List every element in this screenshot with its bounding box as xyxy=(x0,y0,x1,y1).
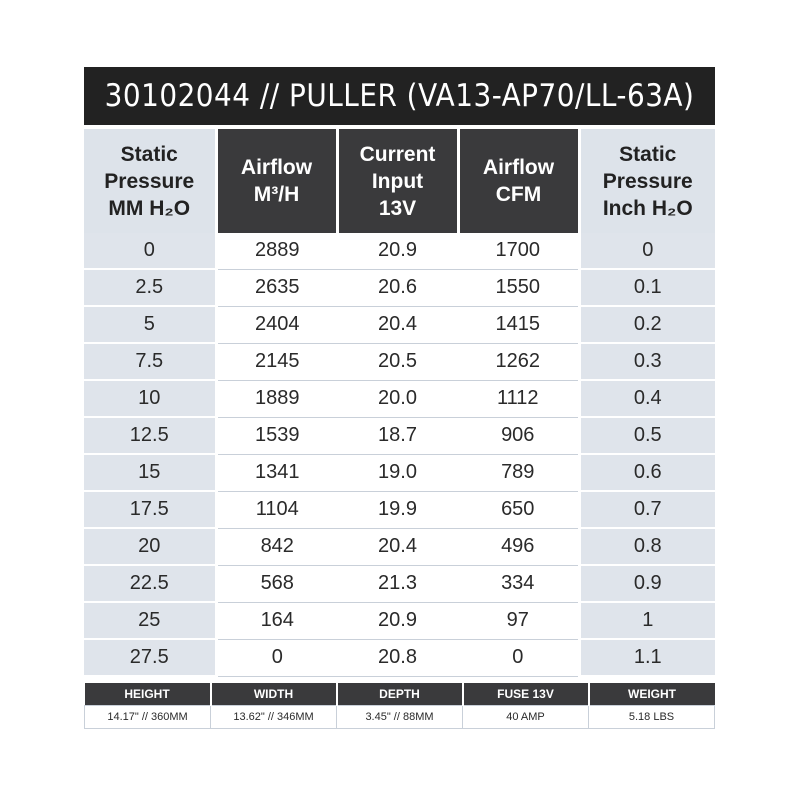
cell-airflow-m3h: 1341 xyxy=(216,454,337,491)
cell-airflow-cfm: 1415 xyxy=(458,306,579,343)
cell-airflow-cfm: 650 xyxy=(458,491,579,528)
cell-airflow-m3h: 842 xyxy=(216,528,337,565)
cell-airflow-cfm: 1550 xyxy=(458,269,579,306)
cell-static-pressure-mm: 27.5 xyxy=(84,639,216,676)
cell-static-pressure-mm: 20 xyxy=(84,528,216,565)
cell-airflow-cfm: 97 xyxy=(458,602,579,639)
fan-spec-sheet xyxy=(84,67,715,729)
header-airflow-cfm xyxy=(458,129,579,233)
cell-airflow-cfm: 1112 xyxy=(458,380,579,417)
cell-static-pressure-mm: 22.5 xyxy=(84,565,216,602)
spec-label-height: HEIGHT xyxy=(85,683,211,706)
cell-static-pressure-inch: 0.1 xyxy=(579,269,715,306)
cell-airflow-cfm: 789 xyxy=(458,454,579,491)
table-row xyxy=(84,454,715,491)
cell-airflow-m3h: 1539 xyxy=(216,417,337,454)
cell-airflow-m3h: 1889 xyxy=(216,380,337,417)
cell-static-pressure-inch: 1 xyxy=(579,602,715,639)
header-line: Pressure xyxy=(104,169,195,193)
spec-label-depth: DEPTH xyxy=(337,683,463,706)
performance-body xyxy=(84,233,715,676)
cell-current-input: 20.9 xyxy=(337,602,458,639)
table-row xyxy=(84,306,715,343)
cell-static-pressure-inch: 0.3 xyxy=(579,343,715,380)
cell-current-input: 20.9 xyxy=(337,233,458,269)
cell-current-input: 21.3 xyxy=(337,565,458,602)
header-line: Airflow xyxy=(482,156,555,179)
cell-current-input: 19.9 xyxy=(337,491,458,528)
cell-static-pressure-inch: 0.6 xyxy=(579,454,715,491)
header-line: Airflow xyxy=(240,156,313,179)
cell-airflow-m3h: 0 xyxy=(216,639,337,676)
cell-current-input: 18.7 xyxy=(337,417,458,454)
cell-static-pressure-inch: 0.4 xyxy=(579,380,715,417)
cell-static-pressure-mm: 0 xyxy=(84,233,216,269)
cell-static-pressure-inch: 1.1 xyxy=(579,639,715,676)
header-line: CFM xyxy=(495,183,542,206)
cell-airflow-m3h: 2635 xyxy=(216,269,337,306)
table-row xyxy=(84,639,715,676)
cell-current-input: 20.4 xyxy=(337,306,458,343)
cell-static-pressure-inch: 0 xyxy=(579,233,715,269)
cell-static-pressure-mm: 25 xyxy=(84,602,216,639)
table-row xyxy=(84,491,715,528)
header-static-pressure-inch xyxy=(579,129,715,233)
cell-current-input: 19.0 xyxy=(337,454,458,491)
cell-static-pressure-inch: 0.9 xyxy=(579,565,715,602)
spec-title: 30102044 // PULLER (VA13-AP70/LL-63A) xyxy=(84,67,715,125)
header-line: 13V xyxy=(378,196,417,220)
header-line: Inch H₂O xyxy=(602,196,693,220)
header-airflow-m3h xyxy=(216,129,337,233)
header-line: M³/H xyxy=(253,183,300,206)
header-line: Static xyxy=(619,142,677,166)
spec-value-weight: 5.18 LBS xyxy=(589,706,715,729)
cell-static-pressure-inch: 0.7 xyxy=(579,491,715,528)
cell-airflow-m3h: 164 xyxy=(216,602,337,639)
spec-value-height: 14.17" // 360MM xyxy=(85,706,211,729)
spec-value-width: 13.62" // 346MM xyxy=(211,706,337,729)
dimensions-value-row xyxy=(85,706,715,729)
table-row xyxy=(84,269,715,306)
table-row xyxy=(84,528,715,565)
cell-static-pressure-inch: 0.2 xyxy=(579,306,715,343)
cell-static-pressure-mm: 7.5 xyxy=(84,343,216,380)
performance-table xyxy=(84,129,715,677)
table-row xyxy=(84,343,715,380)
cell-airflow-m3h: 568 xyxy=(216,565,337,602)
spec-value-fuse: 40 AMP xyxy=(463,706,589,729)
cell-current-input: 20.8 xyxy=(337,639,458,676)
table-row xyxy=(84,417,715,454)
spec-label-weight: WEIGHT xyxy=(589,683,715,706)
table-row xyxy=(84,602,715,639)
cell-current-input: 20.4 xyxy=(337,528,458,565)
cell-static-pressure-mm: 17.5 xyxy=(84,491,216,528)
cell-static-pressure-mm: 10 xyxy=(84,380,216,417)
cell-airflow-m3h: 2889 xyxy=(216,233,337,269)
dimensions-header-row xyxy=(85,683,715,706)
cell-static-pressure-mm: 12.5 xyxy=(84,417,216,454)
table-row xyxy=(84,380,715,417)
spec-value-depth: 3.45" // 88MM xyxy=(337,706,463,729)
cell-static-pressure-inch: 0.5 xyxy=(579,417,715,454)
cell-static-pressure-mm: 15 xyxy=(84,454,216,491)
cell-current-input: 20.0 xyxy=(337,380,458,417)
cell-current-input: 20.6 xyxy=(337,269,458,306)
spec-label-fuse: FUSE 13V xyxy=(463,683,589,706)
dimensions-table xyxy=(84,683,715,729)
cell-static-pressure-mm: 2.5 xyxy=(84,269,216,306)
cell-airflow-m3h: 2145 xyxy=(216,343,337,380)
performance-header-row xyxy=(84,129,715,233)
header-line: Pressure xyxy=(602,169,693,193)
table-row xyxy=(84,233,715,269)
header-current-input xyxy=(337,129,458,233)
cell-airflow-m3h: 2404 xyxy=(216,306,337,343)
cell-airflow-cfm: 0 xyxy=(458,639,579,676)
header-line: Static xyxy=(120,142,178,166)
cell-airflow-m3h: 1104 xyxy=(216,491,337,528)
cell-static-pressure-mm: 5 xyxy=(84,306,216,343)
cell-airflow-cfm: 334 xyxy=(458,565,579,602)
cell-current-input: 20.5 xyxy=(337,343,458,380)
header-static-pressure-mm xyxy=(84,129,216,233)
cell-airflow-cfm: 496 xyxy=(458,528,579,565)
spec-label-width: WIDTH xyxy=(211,683,337,706)
table-row xyxy=(84,565,715,602)
cell-static-pressure-inch: 0.8 xyxy=(579,528,715,565)
cell-airflow-cfm: 906 xyxy=(458,417,579,454)
cell-airflow-cfm: 1262 xyxy=(458,343,579,380)
cell-airflow-cfm: 1700 xyxy=(458,233,579,269)
header-line: Current xyxy=(359,142,436,166)
header-line: MM H₂O xyxy=(108,196,191,220)
header-line: Input xyxy=(371,169,424,193)
